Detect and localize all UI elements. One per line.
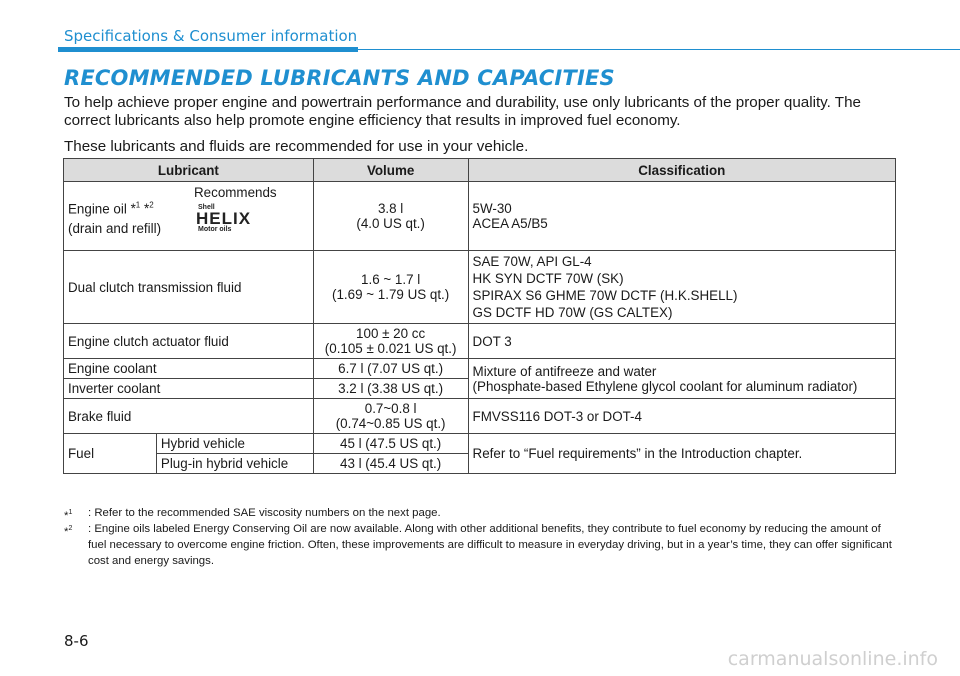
intro [64,94,896,156]
header-bar [58,47,358,52]
coolant-classification: Mixture of antifreeze and water (Phosphate-based Ethylene glycol coolant for aluminum radiator) [468,359,895,399]
fuel-hybrid-label: Hybrid vehicle [156,434,313,454]
intro-paragraph-2: These lubricants and fluids are recommended for use in your vehicle. [64,138,529,155]
lubricants-table [63,158,896,474]
brake-fluid-volume: 0.7~0.8 l (0.74~0.85 US qt.) [313,399,468,434]
dct-fluid-volume: 1.6 ~ 1.7 l (1.69 ~ 1.79 US qt.) [313,251,468,324]
inverter-coolant-name: Inverter coolant [64,379,314,399]
engine-oil-label [68,196,161,239]
dct-fluid-classification: SAE 70W, API GL-4 HK SYN DCTF 70W (SK) SPIRAX S6 GHME 70W DCTF (H.K.SHELL) GS DCTF HD 70W (GS CALTEX) [468,251,895,324]
engine-coolant-name: Engine coolant [64,359,314,379]
table-header-row [64,159,896,182]
intro-paragraph-1: To help achieve proper engine and powertrain performance and durability, use only lubricants of the proper quality. The correct lubricants also help promote engine efficiency that results in improved fuel economy. [64,94,861,129]
clutch-actuator-volume: 100 ± 20 cc (0.105 ± 0.021 US qt.) [313,324,468,359]
page-number: 8-6 [64,632,89,650]
engine-coolant-volume: 6.7 l (7.07 US qt.) [313,359,468,379]
fuel-plugin-label: Plug-in hybrid vehicle [156,454,313,474]
engine-oil-volume: 3.8 l (4.0 US qt.) [313,182,468,251]
footnote-1-mark: *$^1$ [64,509,73,522]
footnote-2-mark: *$^2$ [64,525,73,538]
logo-tagline: Motor oils [198,226,232,232]
fuel-name: Fuel [64,434,157,474]
footnotes [64,505,900,569]
engine-oil-cell [64,182,314,251]
table-row-clutch-actuator [64,324,896,359]
header-classification: Classification [468,159,895,182]
footnote-2 [64,521,900,569]
engine-oil-name: Engine oil [68,201,127,217]
shell-helix-logo [196,202,314,232]
inverter-coolant-volume: 3.2 l (3.38 US qt.) [313,379,468,399]
watermark: carmanualsonline.info [727,648,938,670]
page-title: RECOMMENDED LUBRICANTS AND CAPACITIES [64,66,615,90]
brake-fluid-name: Brake fluid [64,399,314,434]
section-header: Specifications & Consumer information [64,27,358,45]
logo-name: HELIX [196,209,252,228]
footnote-2-text: : Engine oils labeled Energy Conserving Oil are now available. Along with other additional benefits, they contribute to fuel economy by reducing the amount of fuel necessary to overcome engine friction. Often, these improvements are difficult to measure in everyday driving, but in a year’s time, they can offer significant cost and energy savings. [88,523,892,567]
clutch-actuator-name: Engine clutch actuator fluid [64,324,314,359]
table-row-engine-oil [64,182,896,251]
logo-brand: Shell [198,204,215,211]
fuel-hybrid-volume: 45 l (47.5 US qt.) [313,434,468,454]
table-row-fuel-hybrid [64,434,896,454]
brake-fluid-classification: FMVSS116 DOT-3 or DOT-4 [468,399,895,434]
engine-oil-note: (drain and refill) [68,221,162,237]
fuel-classification: Refer to “Fuel requirements” in the Introduction chapter. [468,434,895,474]
header-rule [358,49,960,50]
engine-oil-footnote-marks: *$^1$ *$^2$ [130,201,154,217]
footnote-1 [64,505,900,521]
table-row-engine-coolant [64,359,896,379]
table-row-dct-fluid [64,251,896,324]
fuel-plugin-volume: 43 l (45.4 US qt.) [313,454,468,474]
header-volume: Volume [313,159,468,182]
table-row-brake-fluid [64,399,896,434]
clutch-actuator-classification: DOT 3 [468,324,895,359]
header-lubricant: Lubricant [64,159,314,182]
footnote-1-text: : Refer to the recommended SAE viscosity numbers on the next page. [88,507,441,519]
engine-oil-classification: 5W-30 ACEA A5/B5 [468,182,895,251]
recommends-label: Recommends [194,185,277,200]
dct-fluid-name: Dual clutch transmission fluid [64,251,314,324]
